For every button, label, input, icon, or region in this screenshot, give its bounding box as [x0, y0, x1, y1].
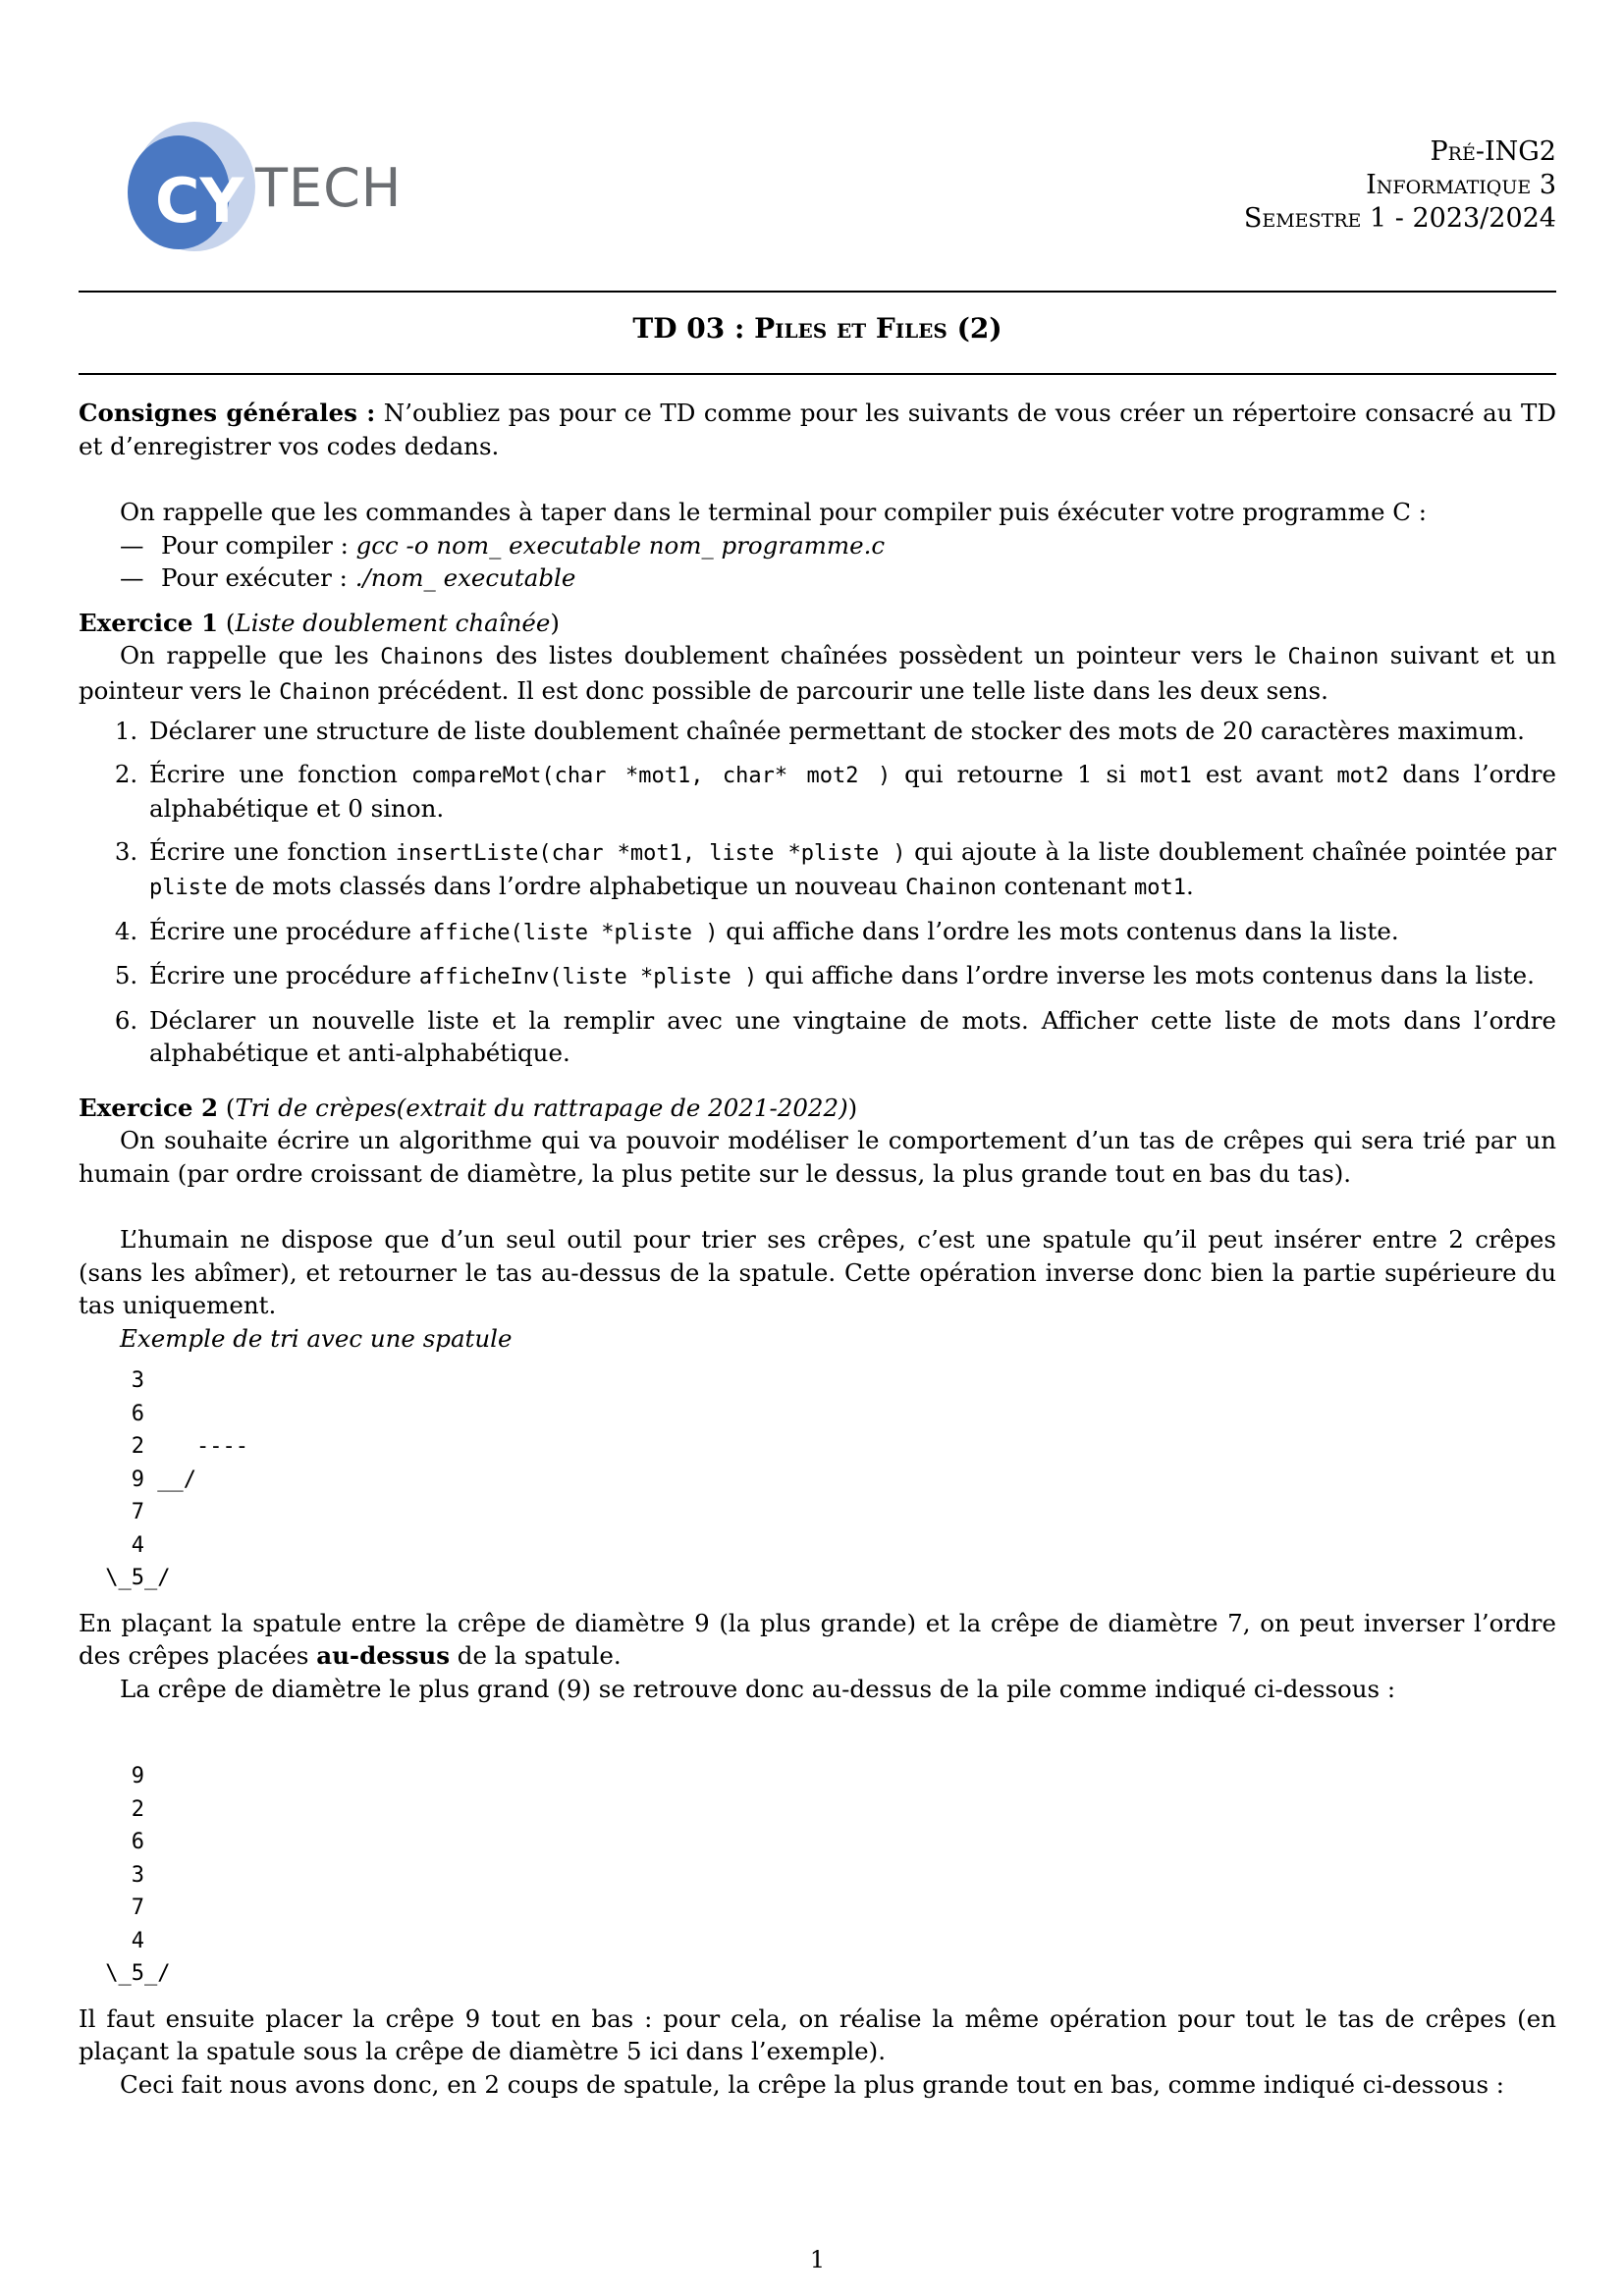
course-semester: Semestre 1 - 2023/2024 [1243, 203, 1556, 234]
exercise-1-intro [79, 639, 1556, 709]
commands-list [79, 529, 1556, 595]
text-span: qui retourne 1 si [891, 759, 1140, 788]
consignes-text: N’oubliez pas pour ce TD comme pour les suivants de vous créer un répertoire consacré au TD et d’enregistrer vos codes dedans. [79, 399, 1556, 460]
code-span: insertListe(char *mot1, liste *pliste ) [395, 840, 906, 866]
code-span: affiche(liste *pliste ) [418, 920, 719, 945]
header-rule-bottom [79, 373, 1556, 375]
run-command: ./nom_ executable [354, 563, 576, 592]
course-subject: Informatique 3 [1366, 170, 1556, 200]
question-item [145, 715, 1556, 748]
text-span: qui affiche dans l’ordre les mots contenus dans la liste. [718, 916, 1399, 945]
code-span: afficheInv(liste *pliste ) [418, 965, 758, 989]
code-span: pliste [149, 876, 228, 900]
cy-logo-icon [118, 116, 265, 263]
code-span: Chainon [905, 876, 997, 900]
document-page [79, 0, 1556, 2296]
exercise-2-paragraph-6: Ceci fait nous avons donc, en 2 coups de spatule, la crêpe la plus grande tout en bas, comme indiqué ci-dessous : [120, 2069, 1505, 2099]
example-label: Exemple de tri avec une spatule [120, 1323, 513, 1353]
course-level: Pré-ING2 [1430, 136, 1556, 167]
logo-letters: CY [155, 165, 244, 237]
code-span: mot1 [1134, 876, 1186, 900]
compile-item: — Pour compiler : gcc -o nom_ executable nom_ programme.c [120, 529, 1556, 562]
exercise-2-subtitle: Tri de crèpes(extrait du rattrapage de 2021-2022) [235, 1093, 848, 1122]
question-item [145, 959, 1556, 994]
text-span: de mots classés dans l’ordre alphabetique un nouveau [227, 872, 906, 900]
text-span: Écrire une procédure [149, 916, 419, 945]
title-prefix: TD 03 : [632, 312, 755, 345]
code-span: mot2 [1336, 763, 1389, 788]
logo-word: TECH [255, 157, 403, 219]
exercise-2-heading: Exercice 2 (Tri de crèpes(extrait du rattrapage de 2021-2022)) [79, 1093, 858, 1122]
commands-reminder: On rappelle que les commandes à taper dans le terminal pour compiler puis éxécuter votre programme C : [120, 498, 1428, 526]
text-span: Déclarer un nouvelle liste et la remplir avec une vingtaine de mots. Afficher cette liste de mots dans l’ordre alphabétique et anti-alphabétique. [149, 1005, 1556, 1067]
exercise-2-paragraph-2: L’humain ne dispose que d’un seul outil pour trier ses crêpes, c’est une spatule qu’il peut insérer entre 2 crêpes (sans les abîmer), et retourner le tas au-dessus de la spatule. Cette opération inverse donc bien la partie supérieure du tas uniquement. [79, 1225, 1556, 1319]
text-span: suivant et un pointeur vers le [79, 641, 1556, 705]
exercise-2-paragraph-5: Il faut ensuite placer la crêpe 9 tout en bas : pour cela, on réalise la même opération pour tout le tas de crêpes (en plaçant la spatule sous la crêpe de diamètre 5 ici dans l’exemple). [79, 2003, 1556, 2065]
header-rule-top [79, 291, 1556, 293]
compile-command: gcc -o nom_ executable nom_ programme.c [355, 530, 886, 560]
text-span: qui ajoute à la liste doublement chaînée pointée par [905, 836, 1556, 866]
course-info [1244, 135, 1556, 236]
text-span: On rappelle que les [120, 641, 381, 669]
exercise-1-heading: Exercice 1 (Liste doublement chaînée) [79, 608, 560, 637]
text-span: Écrire une procédure [149, 961, 419, 989]
cy-tech-logo [118, 116, 403, 263]
text-span: est avant [1191, 759, 1337, 788]
question-item [145, 758, 1556, 826]
run-item: — Pour exécuter : ./nom_ executable [120, 561, 1556, 595]
exercise-2-paragraph-4: La crêpe de diamètre le plus grand (9) se retrouve donc au-dessus de la pile comme indiqué ci-dessous : [120, 1674, 1396, 1703]
pancake-stack-after-flip: 9 2 6 3 7 4 \_5_/ [105, 1764, 171, 1986]
text-span: contenant [996, 872, 1134, 900]
page-title [79, 312, 1556, 345]
exercise-2-paragraph-1: On souhaite écrire un algorithme qui va pouvoir modéliser le comportement d’un tas de crêpes qui sera trié par un humain (par ordre croissant de diamètre, la plus petite sur le dessus, la plus grande tout en bas du tas). [79, 1126, 1556, 1188]
document-body [79, 397, 1556, 2101]
question-item [145, 1004, 1556, 1070]
text-span: Déclarer une structure de liste doublement chaînée permettant de stocker des mots de 20 caractères maximum. [149, 717, 1525, 745]
consignes-paragraph [79, 397, 1556, 462]
consignes-label: Consignes générales : [79, 399, 376, 427]
question-item [145, 915, 1556, 950]
text-span: dans l’ordre alphabétique et 0 sinon. [149, 759, 1556, 823]
question-item [145, 835, 1556, 905]
text-span: Écrire une fonction [149, 759, 411, 788]
page-header [79, 116, 1556, 273]
title-name: Piles et Files (2) [754, 312, 1002, 345]
code-span: Chainon [279, 679, 370, 705]
page-number: 1 [809, 2246, 826, 2273]
code-span: compareMot(char *mot1, char* mot2 ) [410, 763, 892, 788]
code-span: Chainon [1287, 645, 1380, 669]
text-span: précédent. Il est donc possible de parcourir une telle liste dans les deux sens. [369, 675, 1328, 705]
exercise-1-subtitle: Liste doublement chaînée [235, 608, 551, 637]
text-span: . [1185, 872, 1194, 900]
text-span: Écrire une fonction [149, 836, 396, 866]
code-span: Chainons [380, 645, 485, 669]
exercise-2-paragraph-3: En plaçant la spatule entre la crêpe de diamètre 9 (la plus grande) et la crêpe de diamètre 7, on peut inverser l’ordre des crêpes placées au-dessus de la spatule. [79, 1608, 1556, 1670]
text-span: des listes doublement chaînées possèdent un pointeur vers le [484, 641, 1288, 669]
pancake-stack-initial: 3 6 2 ---- 9 __/ 7 4 \_5_/ [105, 1368, 248, 1590]
code-span: mot1 [1139, 763, 1192, 788]
exercise-1-questions [79, 715, 1556, 1070]
text-span: qui affiche dans l’ordre inverse les mots contenus dans la liste. [757, 961, 1535, 989]
